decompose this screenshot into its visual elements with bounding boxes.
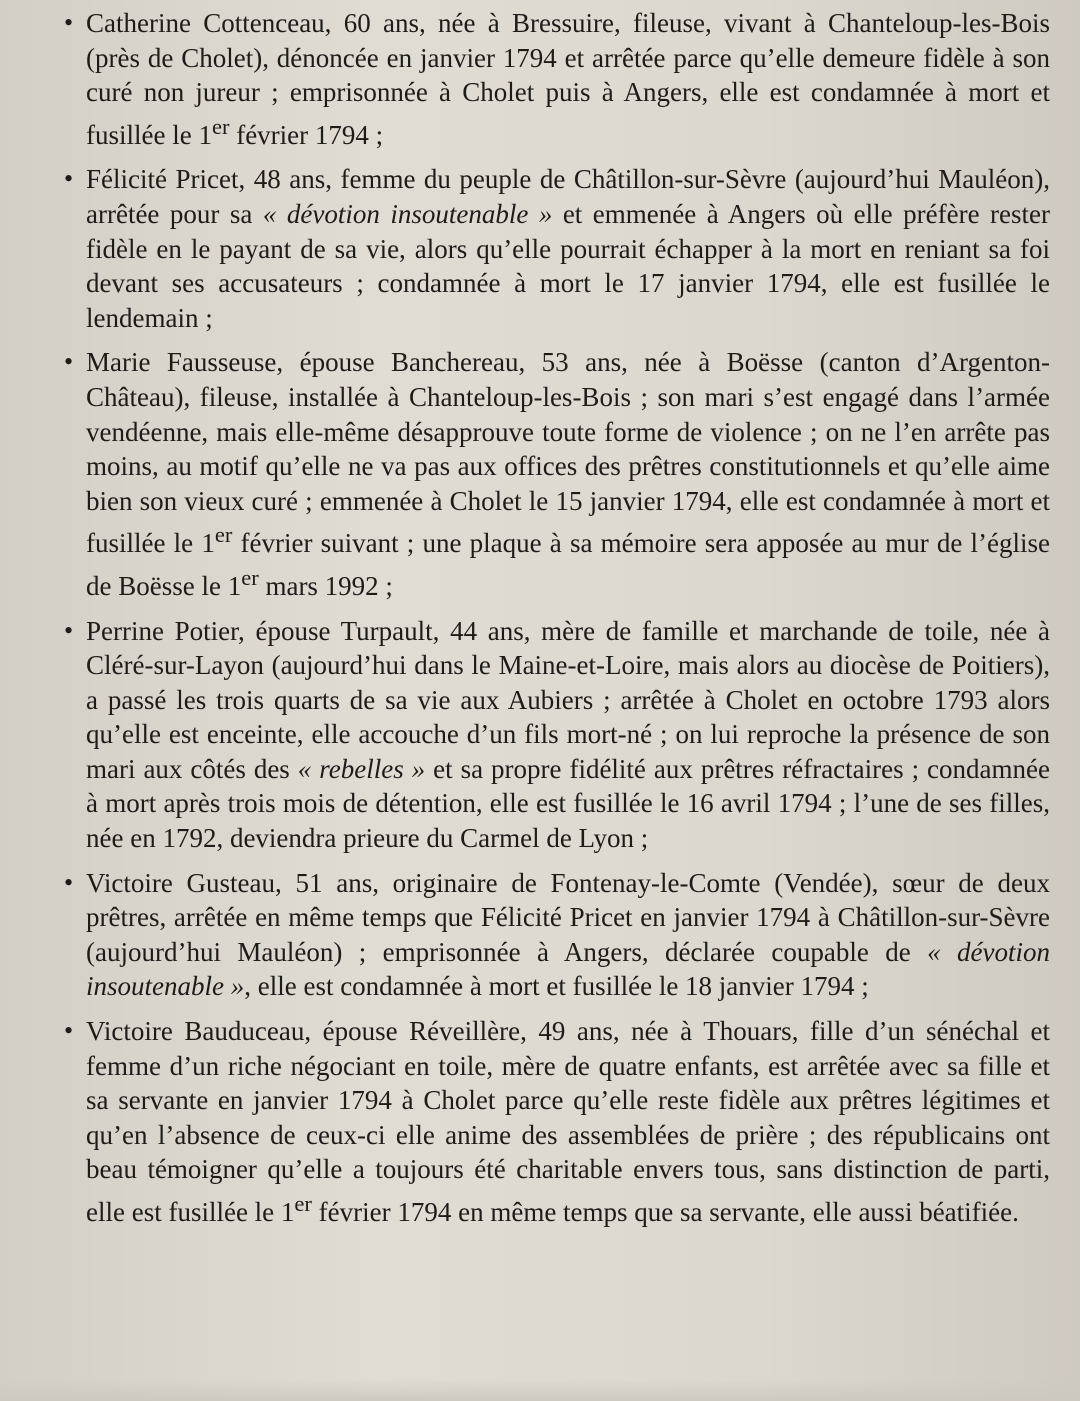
entry-text: Félicité Pricet, 48 ans, femme du peuple de Châtillon-sur-Sèvre (aujourd’hui Mauléon), arrêtée pour sa <box>86 164 1050 229</box>
ordinal-superscript: er <box>294 1191 312 1216</box>
entry-text: Victoire Gusteau, 51 ans, originaire de Fontenay-le-Comte (Vendée), sœur de deux prêtres, arrêtée en même temps que Félicité Pricet en janvier 1794 à Châtillon-sur-Sèvre (aujourd’hui Mauléon) ; emprisonnée à Angers, déclarée coupable de <box>86 867 1050 967</box>
quoted-italic-phrase: « dévotion insoutenable » <box>262 198 553 229</box>
quoted-italic-phrase: « rebelles » <box>297 753 426 784</box>
entry-text: février 1794 ; <box>229 119 384 150</box>
entry-text: et emmenée à Angers où elle préfère rester fidèle en le payant de sa vie, alors qu’elle pourrait échapper à la mort en reniant sa foi devant ses accusateurs ; condamnée à mort le 17 janvier 1794, elle est fusillée le lendemain ; <box>86 198 1051 333</box>
entry-perrine-potier <box>62 614 1050 856</box>
ordinal-superscript: er <box>214 522 233 548</box>
entry-text: février 1794 en même temps que sa servante, elle aussi béatifiée. <box>311 1197 1019 1227</box>
entry-text: Victoire Bauduceau, épouse Réveillère, 49 ans, née à Thouars, fille d’un sénéchal et femme d’un riche négociant en toile, mère de quatre enfants, est arrêtée avec sa fille et sa servante en janvier 1794 à Cholet parce qu’elle reste fidèle aux prêtres légitimes et qu’en l’absence de ceux-ci elle anime des assemblées de prière ; des républicains ont beau témoigner qu’elle a toujours été charitable envers tous, sans distinction de parti, elle est fusillée le 1 <box>86 1016 1050 1227</box>
entry-text: Catherine Cottenceau, 60 ans, née à Bressuire, fileuse, vivant à Chanteloup-les-Bois (près de Cholet), dénoncée en janvier 1794 et arrêtée parce qu’elle demeure fidèle à son curé non jureur ; emprisonnée à Cholet puis à Angers, elle est condamnée à mort et fusillée le 1 <box>86 8 1050 150</box>
page-bottom-edge <box>0 1379 1080 1401</box>
entry-text: février suivant ; une plaque à sa mémoire sera apposée au mur de l’église de Boësse le 1 <box>86 528 1051 601</box>
entry-victoire-gusteau <box>62 866 1050 1004</box>
entry-catherine-cottenceau <box>62 6 1050 152</box>
entry-felicite-pricet <box>62 162 1050 335</box>
martyr-list <box>62 6 1050 1230</box>
entry-victoire-bauduceau <box>62 1014 1050 1230</box>
entry-text: Perrine Potier, épouse Turpault, 44 ans, mère de famille et marchande de toile, née à Cléré-sur-Layon (aujourd’hui dans le Maine-et-Loire, mais alors au diocèse de Poitiers), a passé les trois quarts de sa vie aux Aubiers ; arrêtée à Cholet en octobre 1793 alors qu’elle est enceinte, elle accouche d’un fils mort-né ; on lui reproche la présence de son mari aux côtés des <box>86 615 1050 784</box>
entry-marie-fausseuse <box>62 345 1050 603</box>
entry-text: mars 1992 ; <box>258 570 393 601</box>
entry-text: et sa propre fidélité aux prêtres réfractaires ; condamnée à mort après trois mois de détention, elle est fusillée le 16 avril 1794 ; l’une de ses filles, née en 1792, deviendra prieure du Carmel de Lyon ; <box>86 753 1050 854</box>
ordinal-superscript: er <box>211 113 230 139</box>
quoted-italic-phrase: « dévotion insoutenable » <box>86 936 1050 1002</box>
entry-text: , elle est condamnée à mort et fusillée le 18 janvier 1794 ; <box>244 971 869 1002</box>
ordinal-superscript: er <box>241 564 259 590</box>
entry-text: Marie Fausseuse, épouse Banchereau, 53 ans, née à Boësse (canton d’Argenton-Château), fileuse, installée à Chanteloup-les-Bois ; son mari s’est engagé dans l’armée vendéenne, mais elle-même désapprouve toute forme de violence ; on ne l’en arrête pas moins, au motif qu’elle ne va pas aux offices des prêtres constitutionnels et qu’elle aime bien son vieux curé ; emmenée à Cholet le 15 janvier 1794, elle est condamnée à mort et fusillée le 1 <box>86 347 1050 559</box>
